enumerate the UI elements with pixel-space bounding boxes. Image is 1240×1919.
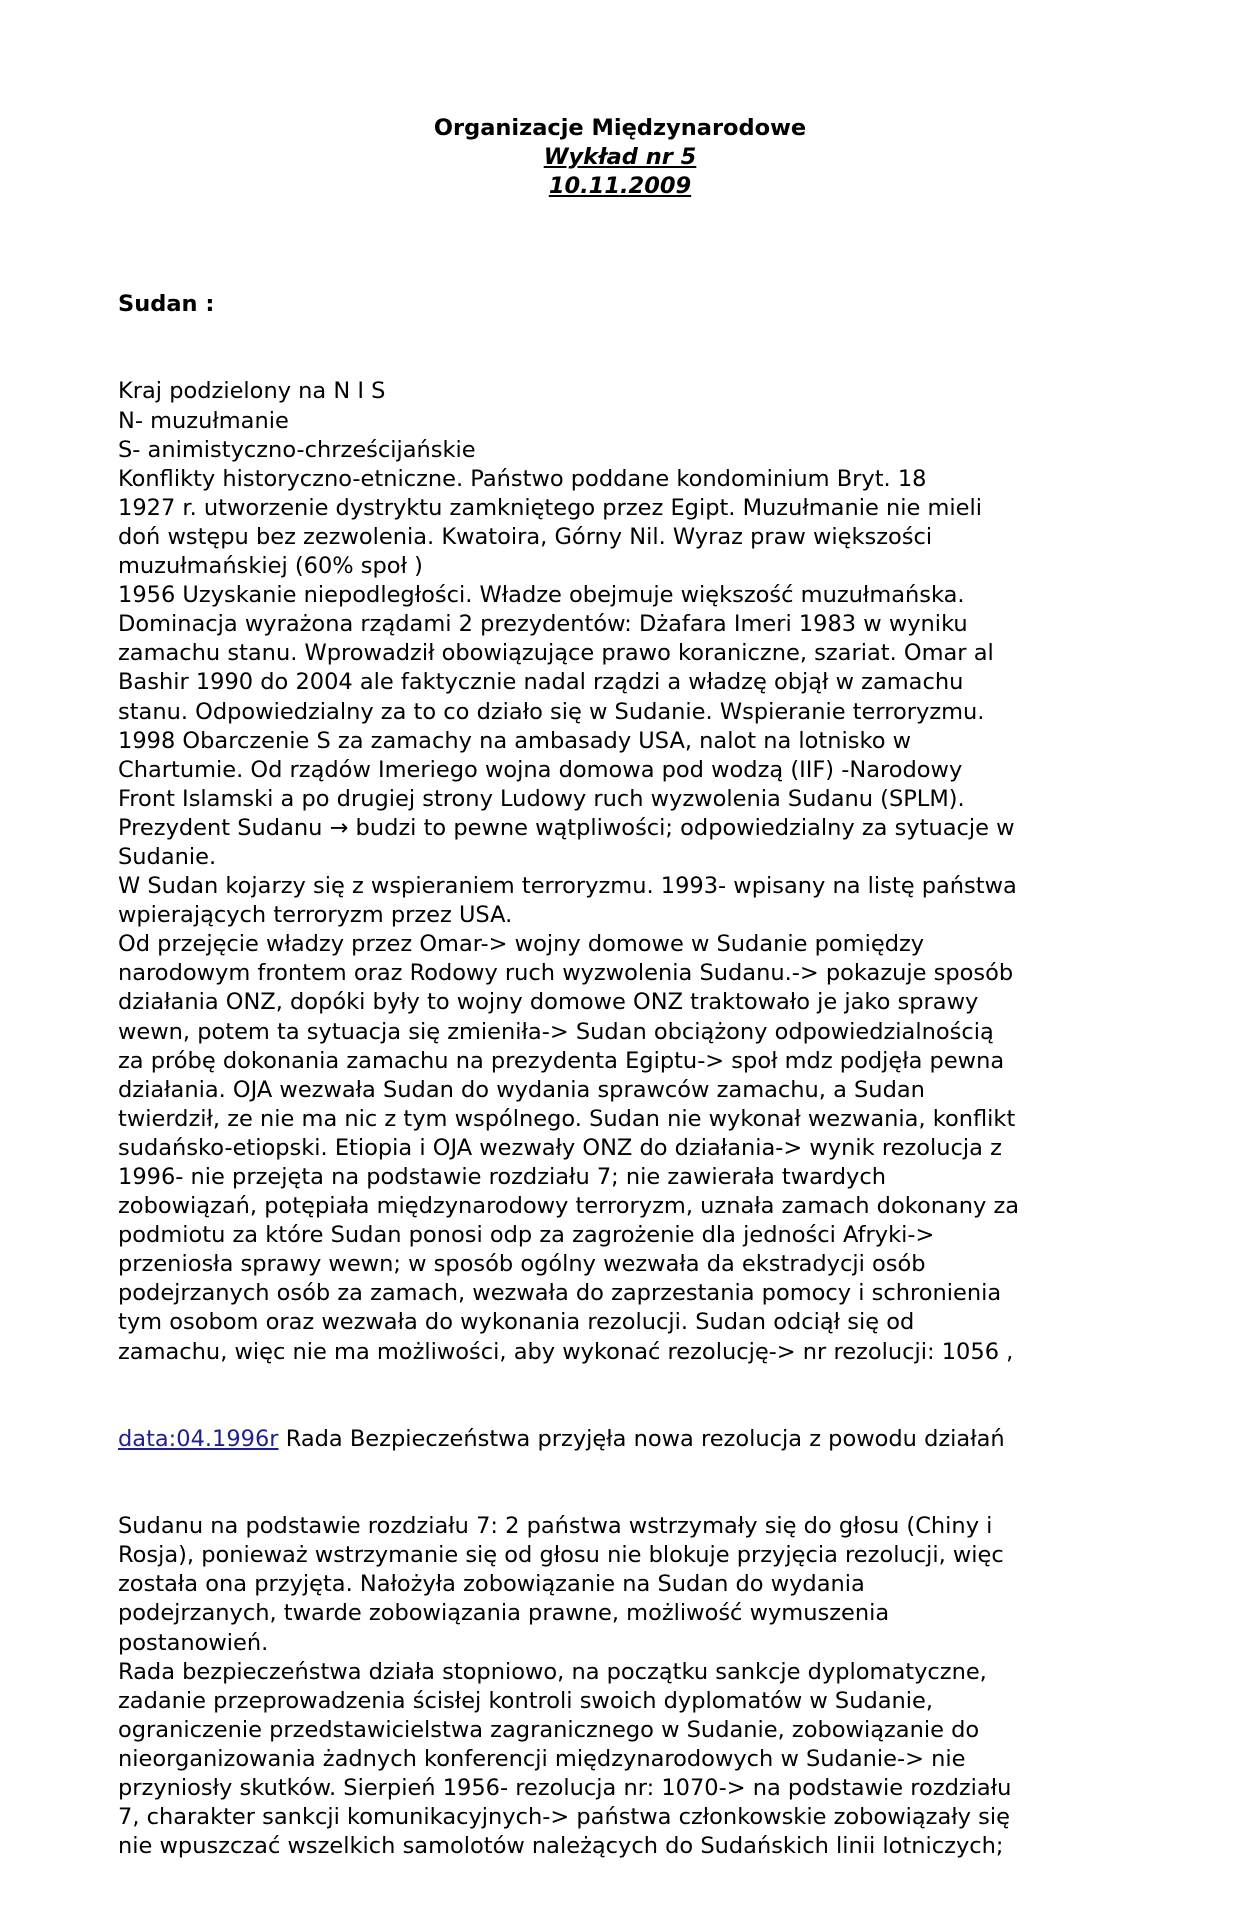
body-line: nie wpuszczać wszelkich samolotów należących do Sudańskich linii lotniczych; — [118, 1833, 1004, 1860]
body-line: wewn, potem ta sytuacja się zmieniła-> Sudan obciążony odpowiedzialnością — [118, 1018, 994, 1045]
body-line: Kraj podzielony na N I S — [118, 378, 386, 405]
body-line: zobowiązań, potępiała międzynarodowy terroryzm, uznała zamach dokonany za — [118, 1193, 1020, 1220]
body-line: podejrzanych osób za zamach, wezwała do zaprzestania pomocy i schronienia — [118, 1280, 1002, 1307]
document-title: Organizacje Międzynarodowe — [433, 115, 807, 141]
body-line: doń wstępu bez zezwolenia. Kwatoira, Górny Nil. Wyraz praw większości — [118, 523, 933, 550]
lecture-date: 10.11.2009 — [548, 173, 692, 199]
link-line — [118, 1425, 1118, 1454]
body-line: muzułmańskiej (60% społ ) — [118, 553, 423, 580]
body-line: Prezydent Sudanu → budzi to pewne wątpliwości; odpowiedzialny za sytuacje w — [118, 814, 1015, 841]
body-line: 1998 Obarczenie S za zamachy na ambasady USA, nalot na lotnisko w — [118, 727, 912, 754]
body-line: W Sudan kojarzy się z wspieraniem terroryzmu. 1993- wpisany na listę państwa — [118, 873, 1017, 900]
body-line: działania ONZ, dopóki były to wojny domowe ONZ traktowało je jako sprawy — [118, 989, 979, 1016]
body-line: zamachu stanu. Wprowadził obowiązujące prawo koraniczne, szariat. Omar al — [118, 640, 994, 667]
body-line: 1956 Uzyskanie niepodległości. Władze obejmuje większość muzułmańska. — [118, 582, 965, 609]
body-line: nieorganizowania żadnych konferencji międzynarodowych w Sudanie-> nie — [118, 1745, 966, 1772]
body-line: 1927 r. utworzenie dystryktu zamkniętego przez Egipt. Muzułmanie nie mieli — [118, 494, 982, 521]
link-line-text: Rada Bezpieczeństwa przyjęła nowa rezolucja z powodu działań — [278, 1425, 1005, 1452]
body-line: 7, charakter sankcji komunikacyjnych-> państwa członkowskie zobowiązały się — [118, 1804, 1010, 1831]
body-line: Rada bezpieczeństwa działa stopniowo, na początku sankcje dyplomatyczne, — [118, 1658, 987, 1685]
body-line: tym osobom oraz wezwała do wykonania rezolucji. Sudan odciął się od — [118, 1309, 915, 1336]
body-line: wpierających terroryzm przez USA. — [118, 902, 513, 929]
body-line: podmiotu za które Sudan ponosi odp za zagrożenie dla jedności Afryki-> — [118, 1222, 935, 1249]
body-line: Rosja), ponieważ wstrzymanie się od głosu nie blokuje przyjęcia rezolucji, więc — [118, 1542, 1004, 1569]
date-link[interactable]: data:04.1996r — [118, 1425, 279, 1452]
body-lines — [118, 377, 1118, 1366]
body-line: postanowień. — [118, 1629, 269, 1656]
body-line: zadanie przeprowadzenia ścisłej kontroli swoich dyplomatów w Sudanie, — [118, 1687, 934, 1714]
document-header — [0, 114, 1240, 201]
body-line: sudańsko-etiopski. Etiopia i OJA wezwały ONZ do działania-> wynik rezolucja z — [118, 1134, 1002, 1161]
body-line: zamachu, więc nie ma możliwości, aby wykonać rezolucję-> nr rezolucji: 1056 , — [118, 1338, 1014, 1365]
body-line: za próbę dokonania zamachu na prezydenta Egiptu-> społ mdz podjęła pewna — [118, 1047, 1005, 1074]
body-line: podejrzanych, twarde zobowiązania prawne, możliwość wymuszenia — [118, 1600, 890, 1627]
body-line: działania. OJA wezwała Sudan do wydania sprawców zamachu, a Sudan — [118, 1076, 925, 1103]
body-line: Bashir 1990 do 2004 ale faktycznie nadal rządzi a władzę objął w zamachu — [118, 669, 964, 696]
body-lines-after — [118, 1512, 1118, 1861]
body-line: twierdził, ze nie ma nic z tym wspólnego. Sudan nie wykonał wezwania, konflikt — [118, 1105, 1016, 1132]
body-line: Od przejęcie władzy przez Omar-> wojny domowe w Sudanie pomiędzy — [118, 931, 925, 958]
body-line: Sudanu na podstawie rozdziału 7: 2 państwa wstrzymały się do głosu (Chiny i — [118, 1513, 993, 1540]
body-line: została ona przyjęta. Nałożyła zobowiązanie na Sudan do wydania — [118, 1571, 865, 1598]
body-line: Konflikty historyczno-etniczne. Państwo poddane kondominium Bryt. 18 — [118, 465, 927, 492]
body-line: przyniosły skutków. Sierpień 1956- rezolucja nr: 1070-> na podstawie rozdziału — [118, 1774, 1012, 1801]
body-line: Dominacja wyrażona rządami 2 prezydentów: Dżafara Imeri 1983 w wyniku — [118, 611, 968, 638]
body-line: 1996- nie przejęta na podstawie rozdziału 7; nie zawierała twardych — [118, 1164, 886, 1190]
body-line: Front Islamski a po drugiej strony Ludowy ruch wyzwolenia Sudanu (SPLM). — [118, 785, 965, 812]
body-line: przeniosła sprawy wewn; w sposób ogólny wezwała da ekstradycji osób — [118, 1251, 926, 1278]
body-line: ograniczenie przedstawicielstwa zagranicznego w Sudanie, zobowiązanie do — [118, 1716, 980, 1743]
body-line: N- muzułmanie — [118, 407, 289, 434]
body-line: narodowym frontem oraz Rodowy ruch wyzwolenia Sudanu.-> pokazuje sposób — [118, 960, 1014, 987]
lecture-number: Wykład nr 5 — [543, 144, 697, 170]
body-line: Sudanie. — [118, 843, 217, 870]
body-line: stanu. Odpowiedzialny za to co działo się w Sudanie. Wspieranie terroryzmu. — [118, 698, 985, 725]
document-body — [118, 232, 1118, 1919]
section-heading: Sudan : — [118, 291, 215, 318]
body-line: S- animistyczno-chrześcijańskie — [118, 436, 476, 463]
body-line: Chartumie. Od rządów Imeriego wojna domowa pod wodzą (IIF) -Narodowy — [118, 756, 963, 783]
